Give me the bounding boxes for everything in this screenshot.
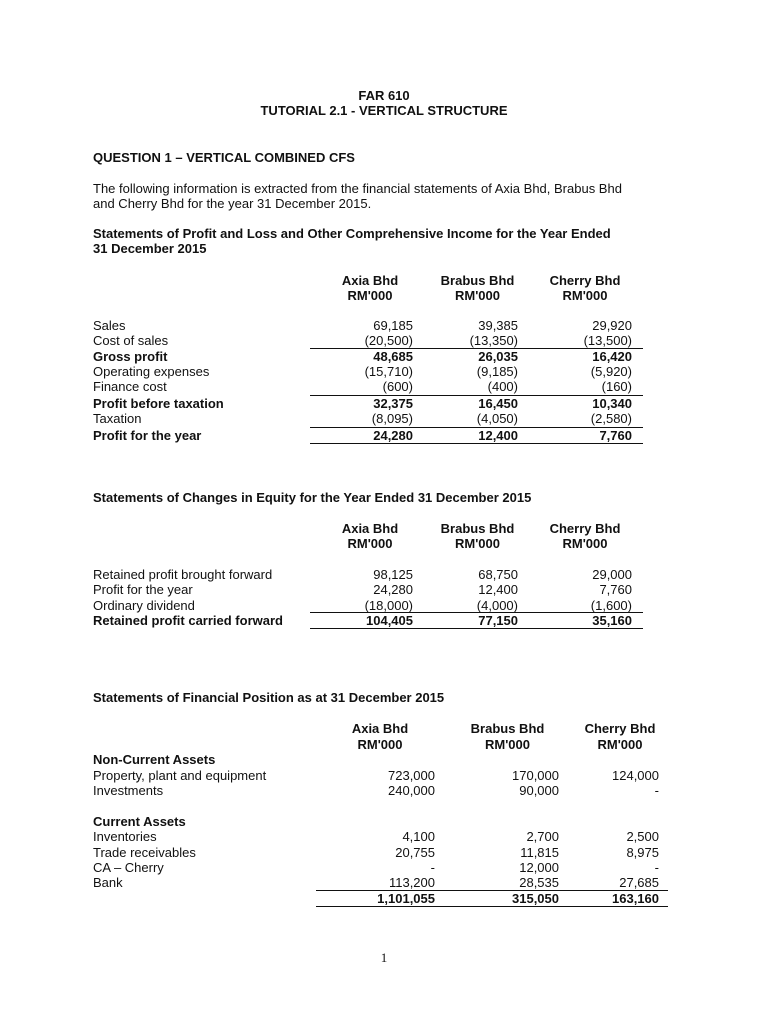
cell-axia: (18,000) [364, 598, 413, 613]
course-code: FAR 610 [358, 88, 410, 103]
ce-title: Statements of Changes in Equity for the Year Ended 31 December 2015 [93, 490, 532, 505]
cell-cherry: 7,760 [599, 582, 632, 597]
table-row [0, 333, 768, 348]
intro-line-1: The following information is extracted from the financial statements of Axia Bhd, Brabus Bhd [93, 181, 622, 196]
table-row [0, 567, 768, 582]
cell-axia: 4,100 [402, 829, 435, 844]
intro-line-2: and Cherry Bhd for the year 31 December 2015. [93, 196, 372, 211]
cell-axia: 32,375 [373, 396, 413, 411]
total-axia: 1,101,055 [377, 891, 435, 906]
row-label: Profit for the year [93, 582, 193, 597]
pl-rule-pfy-bottom [310, 443, 643, 444]
fp-unit-axia: RM'000 [357, 737, 403, 752]
cell-axia: 20,755 [395, 845, 435, 860]
cell-brabus: (4,050) [476, 411, 518, 426]
cell-axia: (15,710) [364, 364, 413, 379]
cell-axia: 104,405 [366, 613, 413, 628]
cell-axia: (600) [382, 379, 413, 394]
pl-col-axia: Axia Bhd [341, 273, 399, 288]
table-row [0, 845, 768, 860]
cell-cherry: (1,600) [590, 598, 632, 613]
row-label: Profit for the year [93, 428, 202, 443]
cell-brabus: 68,750 [478, 567, 518, 582]
page-number: 1 [380, 950, 388, 965]
fp-unit-cherry: RM'000 [597, 737, 643, 752]
row-label: Retained profit carried forward [93, 613, 283, 628]
pl-col-brabus: Brabus Bhd [440, 273, 515, 288]
row-label: Sales [93, 318, 126, 333]
table-row [0, 768, 768, 783]
table-row [0, 428, 768, 443]
cell-brabus: 90,000 [519, 783, 559, 798]
fp-title: Statements of Financial Position as at 31 December 2015 [93, 690, 445, 705]
row-label: Property, plant and equipment [93, 768, 267, 783]
ce-col-axia: Axia Bhd [341, 521, 399, 536]
row-label: Gross profit [93, 349, 168, 364]
table-row [0, 783, 768, 798]
fp-col-brabus: Brabus Bhd [470, 721, 545, 736]
table-row [0, 396, 768, 411]
cell-axia: 240,000 [388, 783, 435, 798]
cell-brabus: 16,450 [478, 396, 518, 411]
table-row [0, 349, 768, 364]
table-row [0, 829, 768, 844]
cell-axia: 113,200 [388, 875, 435, 890]
total-cherry: 163,160 [612, 891, 659, 906]
ce-col-brabus: Brabus Bhd [440, 521, 515, 536]
cell-cherry: 7,760 [599, 428, 632, 443]
cell-cherry: 8,975 [626, 845, 659, 860]
fp-col-axia: Axia Bhd [351, 721, 409, 736]
ce-rule-top [310, 612, 643, 613]
cell-brabus: 77,150 [478, 613, 518, 628]
cell-cherry: - [654, 783, 659, 798]
row-label: CA – Cherry [93, 860, 164, 875]
cell-brabus: (13,350) [469, 333, 518, 348]
row-label: Bank [93, 875, 123, 890]
cell-cherry: (13,500) [583, 333, 632, 348]
nca-heading: Non-Current Assets [93, 752, 216, 767]
row-label: Retained profit brought forward [93, 567, 273, 582]
cell-cherry: - [654, 860, 659, 875]
fp-rule-bottom [316, 906, 668, 907]
cell-axia: 24,280 [373, 582, 413, 597]
cell-cherry: (160) [601, 379, 632, 394]
row-label: Taxation [93, 411, 142, 426]
cell-brabus: 2,700 [526, 829, 559, 844]
row-label: Investments [93, 783, 164, 798]
row-label: Trade receivables [93, 845, 196, 860]
cell-cherry: 29,000 [592, 567, 632, 582]
cell-cherry: 29,920 [592, 318, 632, 333]
cell-cherry: 124,000 [612, 768, 659, 783]
cell-axia: (20,500) [364, 333, 413, 348]
fp-rule-top [316, 890, 668, 891]
table-row [0, 875, 768, 890]
table-row [0, 318, 768, 333]
cell-brabus: 39,385 [478, 318, 518, 333]
cell-brabus: 26,035 [478, 349, 518, 364]
table-row [0, 613, 768, 628]
table-row [0, 582, 768, 597]
cell-cherry: 27,685 [619, 875, 659, 890]
pl-unit-axia: RM'000 [347, 288, 393, 303]
row-label: Ordinary dividend [93, 598, 195, 613]
tutorial-title: TUTORIAL 2.1 - VERTICAL STRUCTURE [260, 103, 508, 118]
cell-axia: 48,685 [373, 349, 413, 364]
row-label: Operating expenses [93, 364, 210, 379]
cell-cherry: 10,340 [592, 396, 632, 411]
pl-col-cherry: Cherry Bhd [549, 273, 621, 288]
ce-unit-brabus: RM'000 [455, 536, 500, 551]
table-row [0, 598, 768, 613]
pl-title-line-2: 31 December 2015 [93, 241, 207, 256]
cell-brabus: 12,000 [519, 860, 559, 875]
ce-unit-cherry: RM'000 [562, 536, 608, 551]
fp-unit-brabus: RM'000 [485, 737, 530, 752]
ca-heading: Current Assets [93, 814, 186, 829]
total-brabus: 315,050 [512, 891, 559, 906]
cell-axia: 24,280 [373, 428, 413, 443]
cell-axia: 723,000 [388, 768, 435, 783]
pl-rule-pbt [310, 395, 643, 396]
ce-rule-bottom [310, 628, 643, 629]
fp-col-cherry: Cherry Bhd [584, 721, 656, 736]
row-label: Inventories [93, 829, 157, 844]
table-row [0, 860, 768, 875]
cell-brabus: 12,400 [478, 582, 518, 597]
ce-col-cherry: Cherry Bhd [549, 521, 621, 536]
ce-unit-axia: RM'000 [347, 536, 393, 551]
cell-brabus: 11,815 [520, 845, 559, 860]
table-row [0, 364, 768, 379]
table-row [0, 379, 768, 394]
cell-cherry: 35,160 [592, 613, 632, 628]
cell-brabus: 28,535 [519, 875, 559, 890]
table-row [0, 411, 768, 426]
pl-unit-cherry: RM'000 [562, 288, 608, 303]
cell-brabus: 12,400 [478, 428, 518, 443]
pl-rule-pfy-top [310, 427, 643, 428]
pl-unit-brabus: RM'000 [455, 288, 500, 303]
cell-axia: 69,185 [373, 318, 413, 333]
row-label: Finance cost [93, 379, 167, 394]
row-label: Cost of sales [93, 333, 169, 348]
cell-cherry: 16,420 [592, 349, 632, 364]
question-title: QUESTION 1 – VERTICAL COMBINED CFS [93, 150, 355, 165]
total-row [0, 891, 768, 906]
cell-cherry: (5,920) [590, 364, 632, 379]
pl-rule-gross [310, 348, 643, 349]
cell-axia: (8,095) [371, 411, 413, 426]
cell-cherry: 2,500 [626, 829, 659, 844]
cell-brabus: 170,000 [512, 768, 559, 783]
cell-cherry: (2,580) [590, 411, 632, 426]
row-label: Profit before taxation [93, 396, 224, 411]
cell-brabus: (4,000) [476, 598, 518, 613]
cell-axia: - [430, 860, 435, 875]
cell-brabus: (400) [487, 379, 518, 394]
pl-title-line-1: Statements of Profit and Loss and Other Comprehensive Income for the Year Ended [93, 226, 611, 241]
cell-axia: 98,125 [373, 567, 413, 582]
cell-brabus: (9,185) [476, 364, 518, 379]
